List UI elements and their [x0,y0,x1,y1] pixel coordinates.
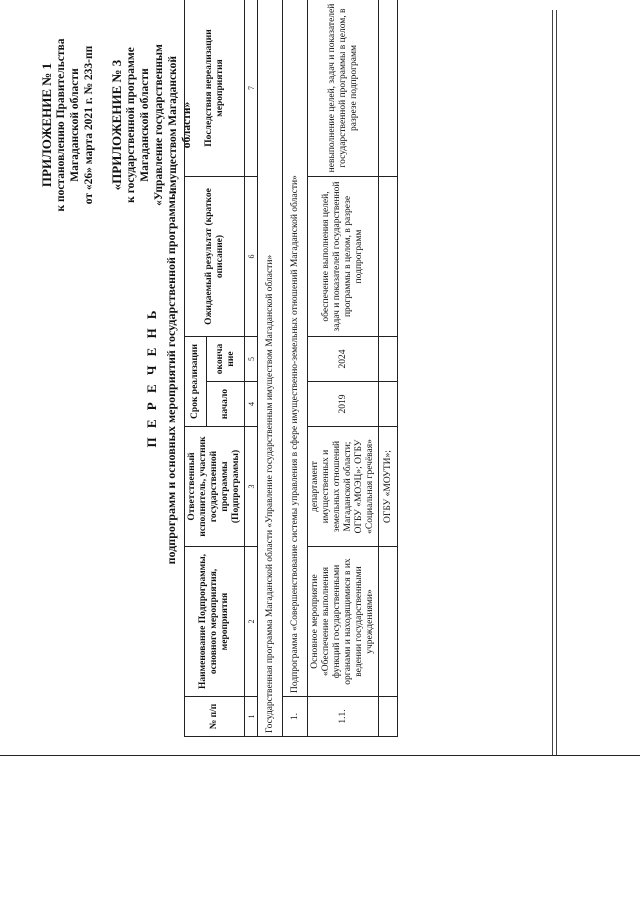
col-number: 7 [245,0,258,177]
header-line-5: «ПРИЛОЖЕНИЕ № 3 [109,59,124,191]
page-edge-line [552,10,553,755]
measures-table [184,0,398,737]
header-line-9: имуществом Магаданской [167,56,179,195]
header-line-7: Магаданской области [139,68,151,182]
document-title: П Е Р Е Ч Е Н Ь [144,307,159,448]
row-result: обеспечение выполнения целей, задач и показателей государственной программы в целом, в разрезе подпрограмм [308,177,379,337]
row-executor: департамент имущественных и земельных отношений Магаданской области; ОГБУ «МОЭЦ»; ОГБУ «Социальная гречёвая» [308,427,379,547]
program-row [258,0,283,737]
table-header-row [185,0,207,737]
header-line-1: ПРИЛОЖЕНИЕ № 1 [39,62,54,188]
header-period: Срок реализации [185,337,207,427]
row-num: 1.1. [308,697,379,737]
header-end: оконча ние [207,337,245,382]
header-result: Ожидаемый результат (краткое описание) [185,177,245,337]
subprogram-row [283,0,308,737]
header-line-4: от «26» марта 2021 г. № 233-пп [83,45,95,205]
program-title: Государственная программа Магаданской области «Управление государственным имуществом Магаданской области» [258,0,283,737]
row-consequence: невыполнение целей, задач и показателей государственной программы в целом, в разрезе подпрограмм [308,0,379,177]
col-number: 6 [245,177,258,337]
document-subtitle: подпрограмм и основных мероприятий государственной программы [164,190,178,565]
col-number: 4 [245,382,258,427]
header-consequence: Последствия нереализации мероприятия [185,0,245,177]
header-start: начало [207,382,245,427]
header-line-8: «Управление государственным [153,44,165,206]
column-numbers-row [245,0,258,737]
row-executor: ОГБУ «МОУТИ»; [379,427,398,547]
header-num: № п/п [185,697,245,737]
header-line-6: к государственной программе [125,47,137,203]
page-edge-line [556,10,557,755]
row-end: 2024 [308,337,379,382]
col-number: 1 [245,697,258,737]
table-row [308,0,379,737]
table-row [379,0,398,737]
subprogram-title: Подпрограмма «Совершенствование системы управления в сфере имущественно-земельных отношений Магаданской области» [283,0,308,697]
header-line-10: области» [181,101,193,149]
subprogram-num: 1. [283,697,308,737]
col-number: 3 [245,427,258,547]
col-number: 2 [245,547,258,697]
header-name: Наименование Подпрограммы, основного мероприятия, мероприятия [185,547,245,697]
header-executor: Ответственный исполнитель, участник государственной программы (Подпрограммы) [185,427,245,547]
header-line-2: к постановлению Правительства [55,38,67,212]
header-line-3: Магаданской области [69,68,81,182]
col-number: 5 [245,337,258,382]
row-name: Основное мероприятие «Обеспечение выполнения функций государственными органами и находящимися в их ведении государственными учреждениями» [308,547,379,697]
page-bottom-line [0,755,640,756]
row-start: 2019 [308,382,379,427]
